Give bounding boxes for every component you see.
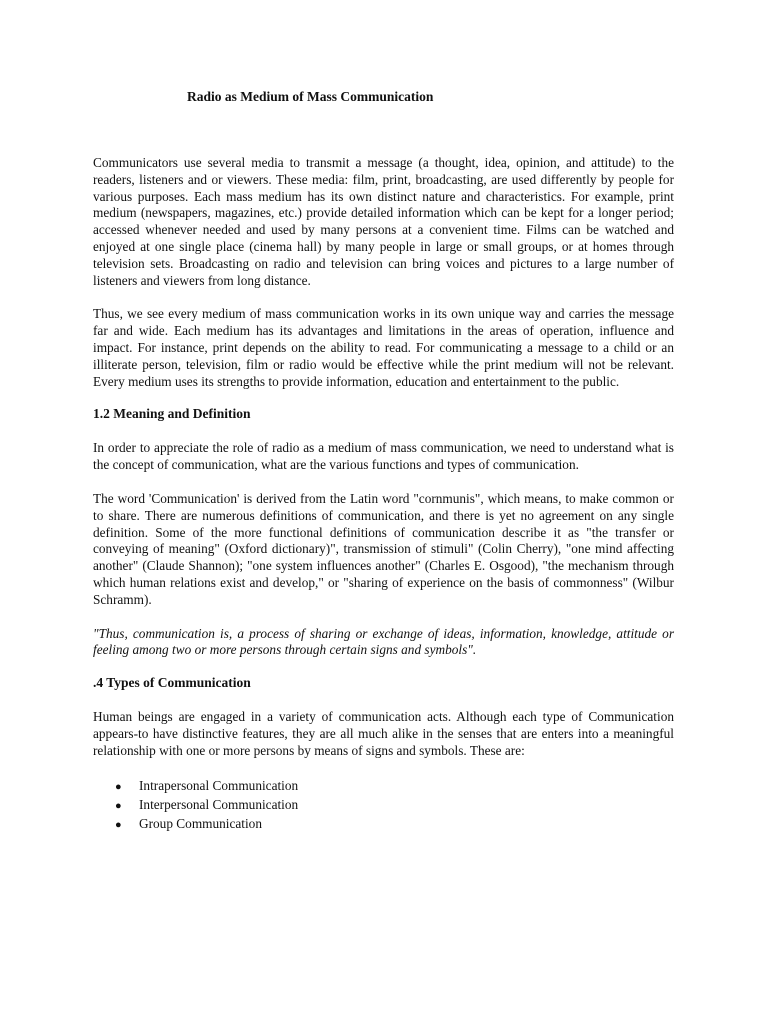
list-item — [115, 796, 674, 815]
bullet-icon: ● — [115, 780, 122, 793]
heading-meaning-definition: 1.2 Meaning and Definition — [93, 406, 251, 422]
list-item — [115, 815, 674, 834]
paragraph-human-beings: Human beings are engaged in a variety of communication acts. Although each type of Communication appears-to have distinctive features, they are all much alike in the senses that are enters into a meaningful relationship with one or more persons by means of signs and symbols. These are: — [93, 709, 674, 758]
list-item-text: Intrapersonal Communication — [139, 777, 299, 793]
bullet-icon: ● — [115, 799, 122, 812]
paragraph-thus: Thus, we see every medium of mass communication works in its own unique way and carries the message far and wide. Each medium has its advantages and limitations in the areas of operation, influence and impact. For instance, print depends on the ability to read. For communicating a message to a child or an illiterate person, television, film or radio would be effective while the print medium will not be relevant. Every medium uses its strengths to provide information, education and entertainment to the public. — [93, 306, 674, 389]
heading-types-of-communication: .4 Types of Communication — [93, 675, 251, 691]
list-item-text: Interpersonal Communication — [139, 796, 299, 812]
bullet-icon: ● — [115, 818, 122, 831]
list-item-text: Group Communication — [139, 815, 262, 831]
list-item — [115, 777, 674, 796]
document-title: Radio as Medium of Mass Communication — [187, 89, 434, 104]
paragraph-word-origin: The word 'Communication' is derived from the Latin word "cornmunis", which means, to make common or to share. There are numerous definitions of communication, and there is yet no agreement on any single definition. Some of the more functional definitions of communication describe it as "the transfer or conveying of meaning" (Oxford dictionary)", transmission of stimuli" (Colin Cherry), "one mind affecting another" (Claude Shannon); "one system influences another" (Charles E. Osgood), "the mechanism through which human relations exist and develop," or "sharing of experience on the basis of commonness" (Wilbur Schramm). — [93, 490, 674, 607]
paragraph-intro: Communicators use several media to transmit a message (a thought, idea, opinion, and attitude) to the readers, listeners and or viewers. These media: film, print, broadcasting, are used differently by people for various purposes. Each mass medium has its own distinct nature and characteristics. For example, print medium (newspapers, magazines, etc.) provide detailed information which can be kept for a longer period; accessed whenever needed and used by many persons at a convenient time. Films can be watched and enjoyed at one single place (cinema hall) by many people in large or small groups, or at homes through television sets. Broadcasting on radio and television can bring voices and pictures to a large number of listeners and viewers from long distance. — [93, 155, 674, 288]
definition-quote: "Thus, communication is, a process of sharing or exchange of ideas, information, knowledge, attitude or feeling among two or more persons through certain signs and symbols". — [93, 625, 674, 658]
paragraph-appreciate: In order to appreciate the role of radio as a medium of mass communication, we need to understand what is the concept of communication, what are the various functions and types of communication. — [93, 440, 674, 473]
communication-types-list — [93, 777, 674, 835]
